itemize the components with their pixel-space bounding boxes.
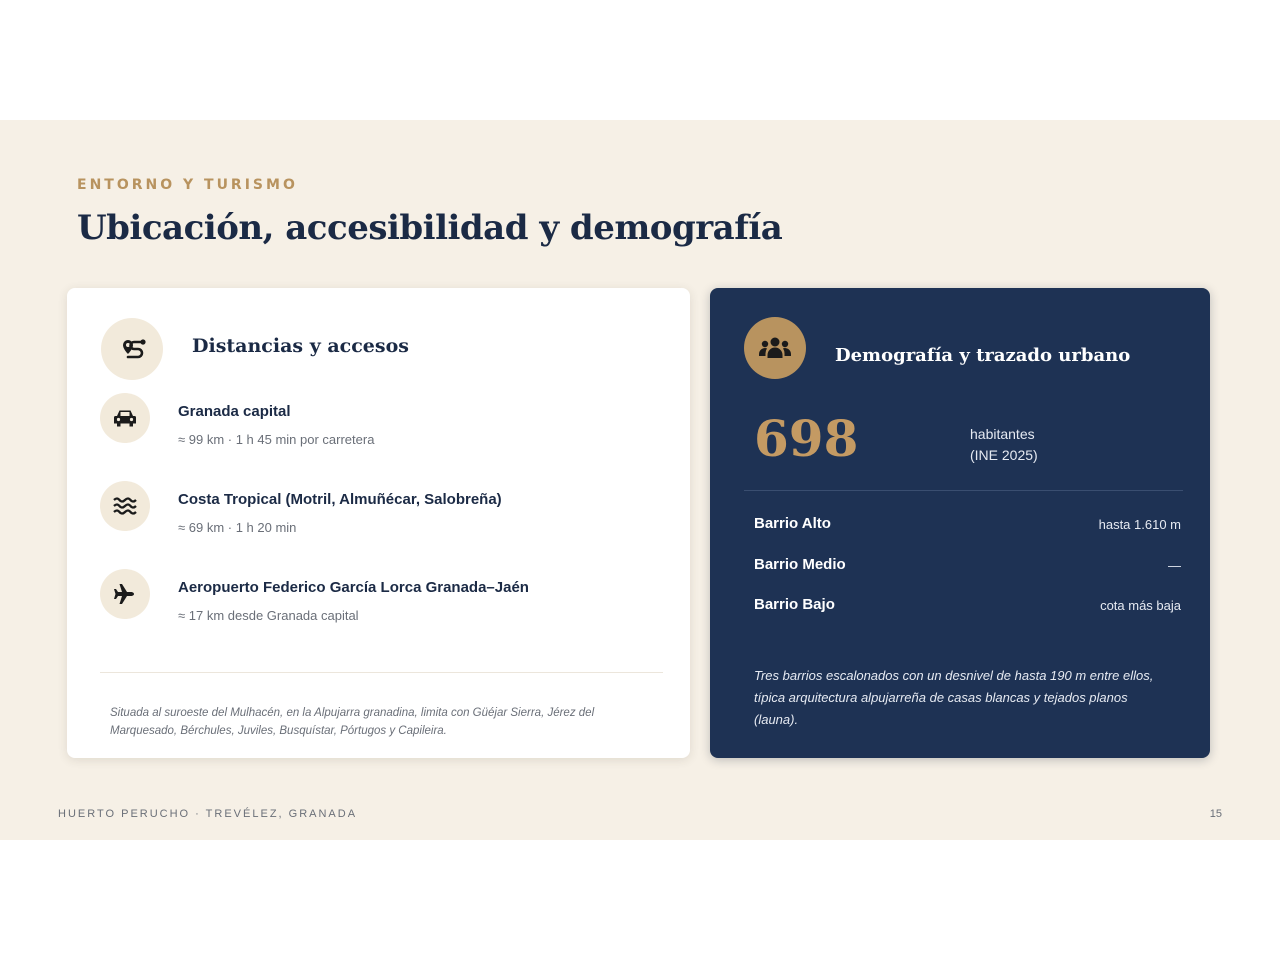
page-number: 15 [1209, 808, 1222, 820]
divider [100, 672, 663, 673]
destination-item [100, 569, 660, 623]
footer-label: HUERTO PERUCHO · TREVÉLEZ, GRANADA [58, 808, 358, 820]
page-title: Ubicación, accesibilidad y demografía [77, 208, 783, 248]
route-icon [101, 318, 163, 380]
barrio-name: Barrio Bajo [754, 596, 835, 613]
destination-name: Costa Tropical (Motril, Almuñécar, Salobreña) [178, 491, 502, 508]
waves-icon [100, 481, 150, 531]
car-icon [100, 393, 150, 443]
barrio-row [754, 515, 1181, 537]
barrio-value: — [1168, 558, 1181, 573]
barrio-name: Barrio Alto [754, 515, 831, 532]
destination-name: Aeropuerto Federico García Lorca Granada–Jaén [178, 579, 529, 596]
population-number: 698 [754, 409, 859, 468]
location-note: Situada al suroeste del Mulhacén, en la Alpujarra granadina, limita con Güéjar Sierra, Jérez del Marquesado, Bérchules, Juviles, Busquístar, Pórtugos y Capileira. [110, 707, 595, 737]
plane-icon [100, 569, 150, 619]
section-eyebrow: ENTORNO Y TURISMO [77, 177, 298, 193]
destination-item [100, 481, 660, 535]
barrio-value: hasta 1.610 m [1098, 517, 1181, 532]
divider [744, 490, 1183, 491]
destination-detail: ≈ 99 km · 1 h 45 min por carretera [178, 432, 375, 447]
destination-detail: ≈ 17 km desde Granada capital [178, 608, 359, 623]
barrio-row [754, 556, 1181, 578]
demography-card [710, 288, 1210, 758]
destination-name: Granada capital [178, 403, 291, 420]
barrio-value: cota más baja [1100, 598, 1181, 613]
slide [0, 120, 1280, 840]
barrio-row [754, 596, 1181, 618]
barrio-name: Barrio Medio [754, 556, 846, 573]
population-source: (INE 2025) [970, 447, 1038, 463]
people-icon [744, 317, 806, 379]
access-card-title: Distancias y accesos [192, 335, 409, 357]
population-unit: habitantes [970, 426, 1035, 442]
urban-note: Tres barrios escalonados con un desnivel de hasta 190 m entre ellos, típica arquitectura alpujarreña de casas blancas y tejados planos (launa). [754, 668, 1154, 727]
demography-card-title: Demografía y trazado urbano [835, 345, 1131, 366]
population-label [970, 424, 1038, 466]
access-card [67, 288, 690, 758]
destination-item [100, 393, 660, 447]
destination-detail: ≈ 69 km · 1 h 20 min [178, 520, 297, 535]
